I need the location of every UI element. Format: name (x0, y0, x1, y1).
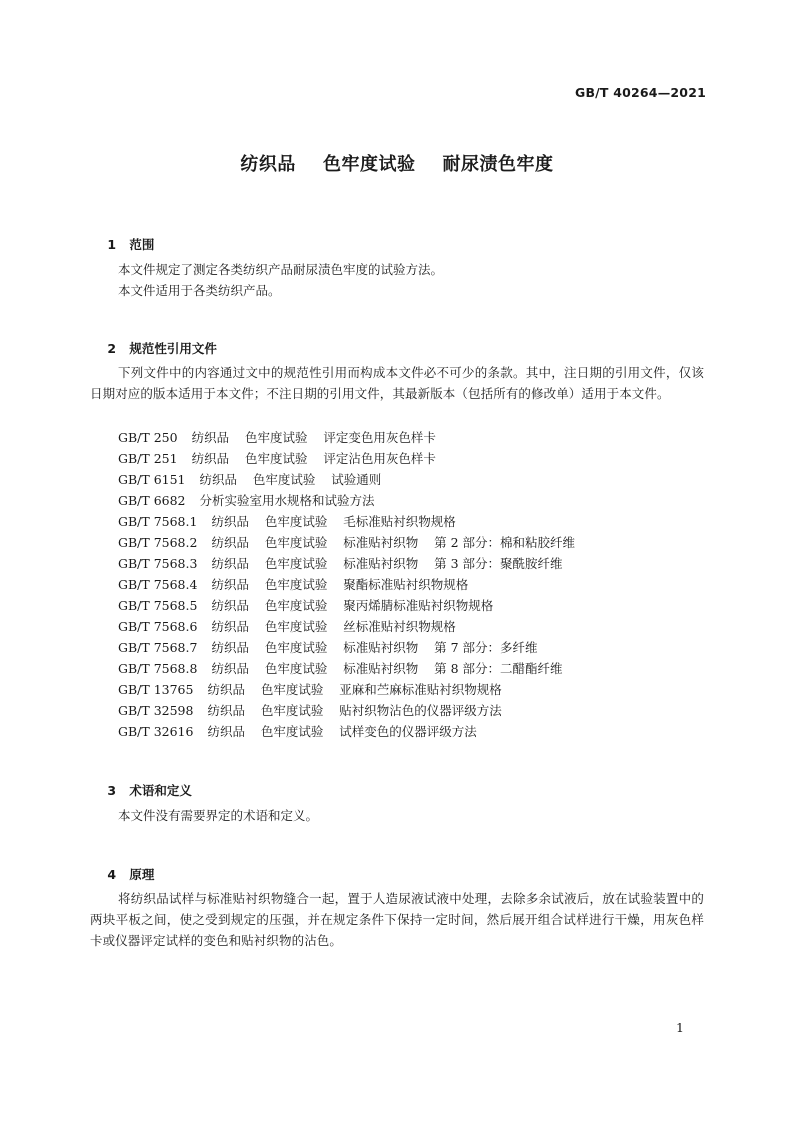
reference-title: 纺织品 色牢度试验 标准贴衬织物 第 7 部分：多纤维 (211, 640, 538, 655)
reference-title: 纺织品 色牢度试验 标准贴衬织物 第 8 部分：二醋酯纤维 (211, 661, 563, 676)
reference-title: 纺织品 色牢度试验 试验通则 (199, 472, 382, 487)
references-intro: 下列文件中的内容通过文中的规范性引用而构成本文件必不可少的条款。其中，注日期的引用文件，仅该日期对应的版本适用于本文件；不注日期的引用文件，其最新版本（包括所有的修改单）适用于本文件。 (90, 365, 704, 401)
section-number: 4 (107, 867, 117, 882)
reference-code: GB/T 250 (118, 430, 178, 445)
reference-item (118, 469, 575, 490)
reference-item (118, 616, 575, 637)
section-number: 1 (107, 237, 117, 252)
reference-code: GB/T 7568.1 (118, 514, 198, 529)
terms-line: 本文件没有需要界定的术语和定义。 (118, 808, 319, 823)
reference-code: GB/T 13765 (118, 682, 194, 697)
reference-code: GB/T 32598 (118, 703, 194, 718)
reference-title: 纺织品 色牢度试验 毛标准贴衬织物规格 (211, 514, 456, 529)
reference-item (118, 700, 575, 721)
reference-list (118, 427, 575, 742)
reference-item (118, 637, 575, 658)
section-title: 范围 (129, 237, 155, 252)
reference-item (118, 490, 575, 511)
page-number: 1 (676, 1020, 684, 1035)
reference-code: GB/T 32616 (118, 724, 194, 739)
scope-line-1: 本文件规定了测定各类纺织产品耐尿渍色牢度的试验方法。 (118, 262, 444, 277)
reference-item (118, 721, 575, 742)
reference-item (118, 448, 575, 469)
reference-item (118, 574, 575, 595)
reference-title: 纺织品 色牢度试验 试样变色的仪器评级方法 (207, 724, 477, 739)
section-title: 术语和定义 (129, 783, 192, 798)
reference-item (118, 679, 575, 700)
reference-item (118, 427, 575, 448)
section-title: 原理 (129, 867, 155, 882)
reference-title: 纺织品 色牢度试验 亚麻和苎麻标准贴衬织物规格 (207, 682, 502, 697)
reference-code: GB/T 7568.5 (118, 598, 198, 613)
document-title: 纺织品 色牢度试验 耐尿渍色牢度 (240, 154, 554, 175)
reference-item (118, 511, 575, 532)
reference-code: GB/T 251 (118, 451, 178, 466)
principle-paragraph: 将纺织品试样与标准贴衬织物缝合一起，置于人造尿液试液中处理，去除多余试液后，放在试验装置中的两块平板之间，使之受到规定的压强，并在规定条件下保持一定时间，然后展开组合试样进行干燥，用灰色样卡或仪器评定试样的变色和贴衬织物的沾色。 (90, 891, 704, 948)
section-number: 3 (107, 783, 117, 798)
standard-number: GB/T 40264—2021 (574, 85, 706, 100)
reference-code: GB/T 7568.4 (118, 577, 198, 592)
reference-title: 纺织品 色牢度试验 丝标准贴衬织物规格 (211, 619, 456, 634)
reference-item (118, 658, 575, 679)
reference-item (118, 595, 575, 616)
reference-code: GB/T 7568.6 (118, 619, 198, 634)
reference-code: GB/T 7568.3 (118, 556, 198, 571)
reference-code: GB/T 7568.8 (118, 661, 198, 676)
reference-code: GB/T 7568.7 (118, 640, 198, 655)
reference-code: GB/T 6682 (118, 493, 186, 508)
reference-code: GB/T 6151 (118, 472, 186, 487)
reference-title: 纺织品 色牢度试验 贴衬织物沾色的仪器评级方法 (207, 703, 502, 718)
reference-title: 分析实验室用水规格和试验方法 (199, 493, 375, 508)
reference-title: 纺织品 色牢度试验 聚酯标准贴衬织物规格 (211, 577, 469, 592)
reference-title: 纺织品 色牢度试验 评定沾色用灰色样卡 (191, 451, 436, 466)
reference-title: 纺织品 色牢度试验 标准贴衬织物 第 2 部分：棉和粘胶纤维 (211, 535, 576, 550)
reference-title: 纺织品 色牢度试验 标准贴衬织物 第 3 部分：聚酰胺纤维 (211, 556, 563, 571)
reference-item (118, 553, 575, 574)
section-number: 2 (107, 341, 117, 356)
reference-title: 纺织品 色牢度试验 聚丙烯腈标准贴衬织物规格 (211, 598, 494, 613)
reference-code: GB/T 7568.2 (118, 535, 198, 550)
section-title: 规范性引用文件 (129, 341, 217, 356)
reference-title: 纺织品 色牢度试验 评定变色用灰色样卡 (191, 430, 436, 445)
reference-item (118, 532, 575, 553)
scope-line-2: 本文件适用于各类纺织产品。 (118, 283, 281, 298)
